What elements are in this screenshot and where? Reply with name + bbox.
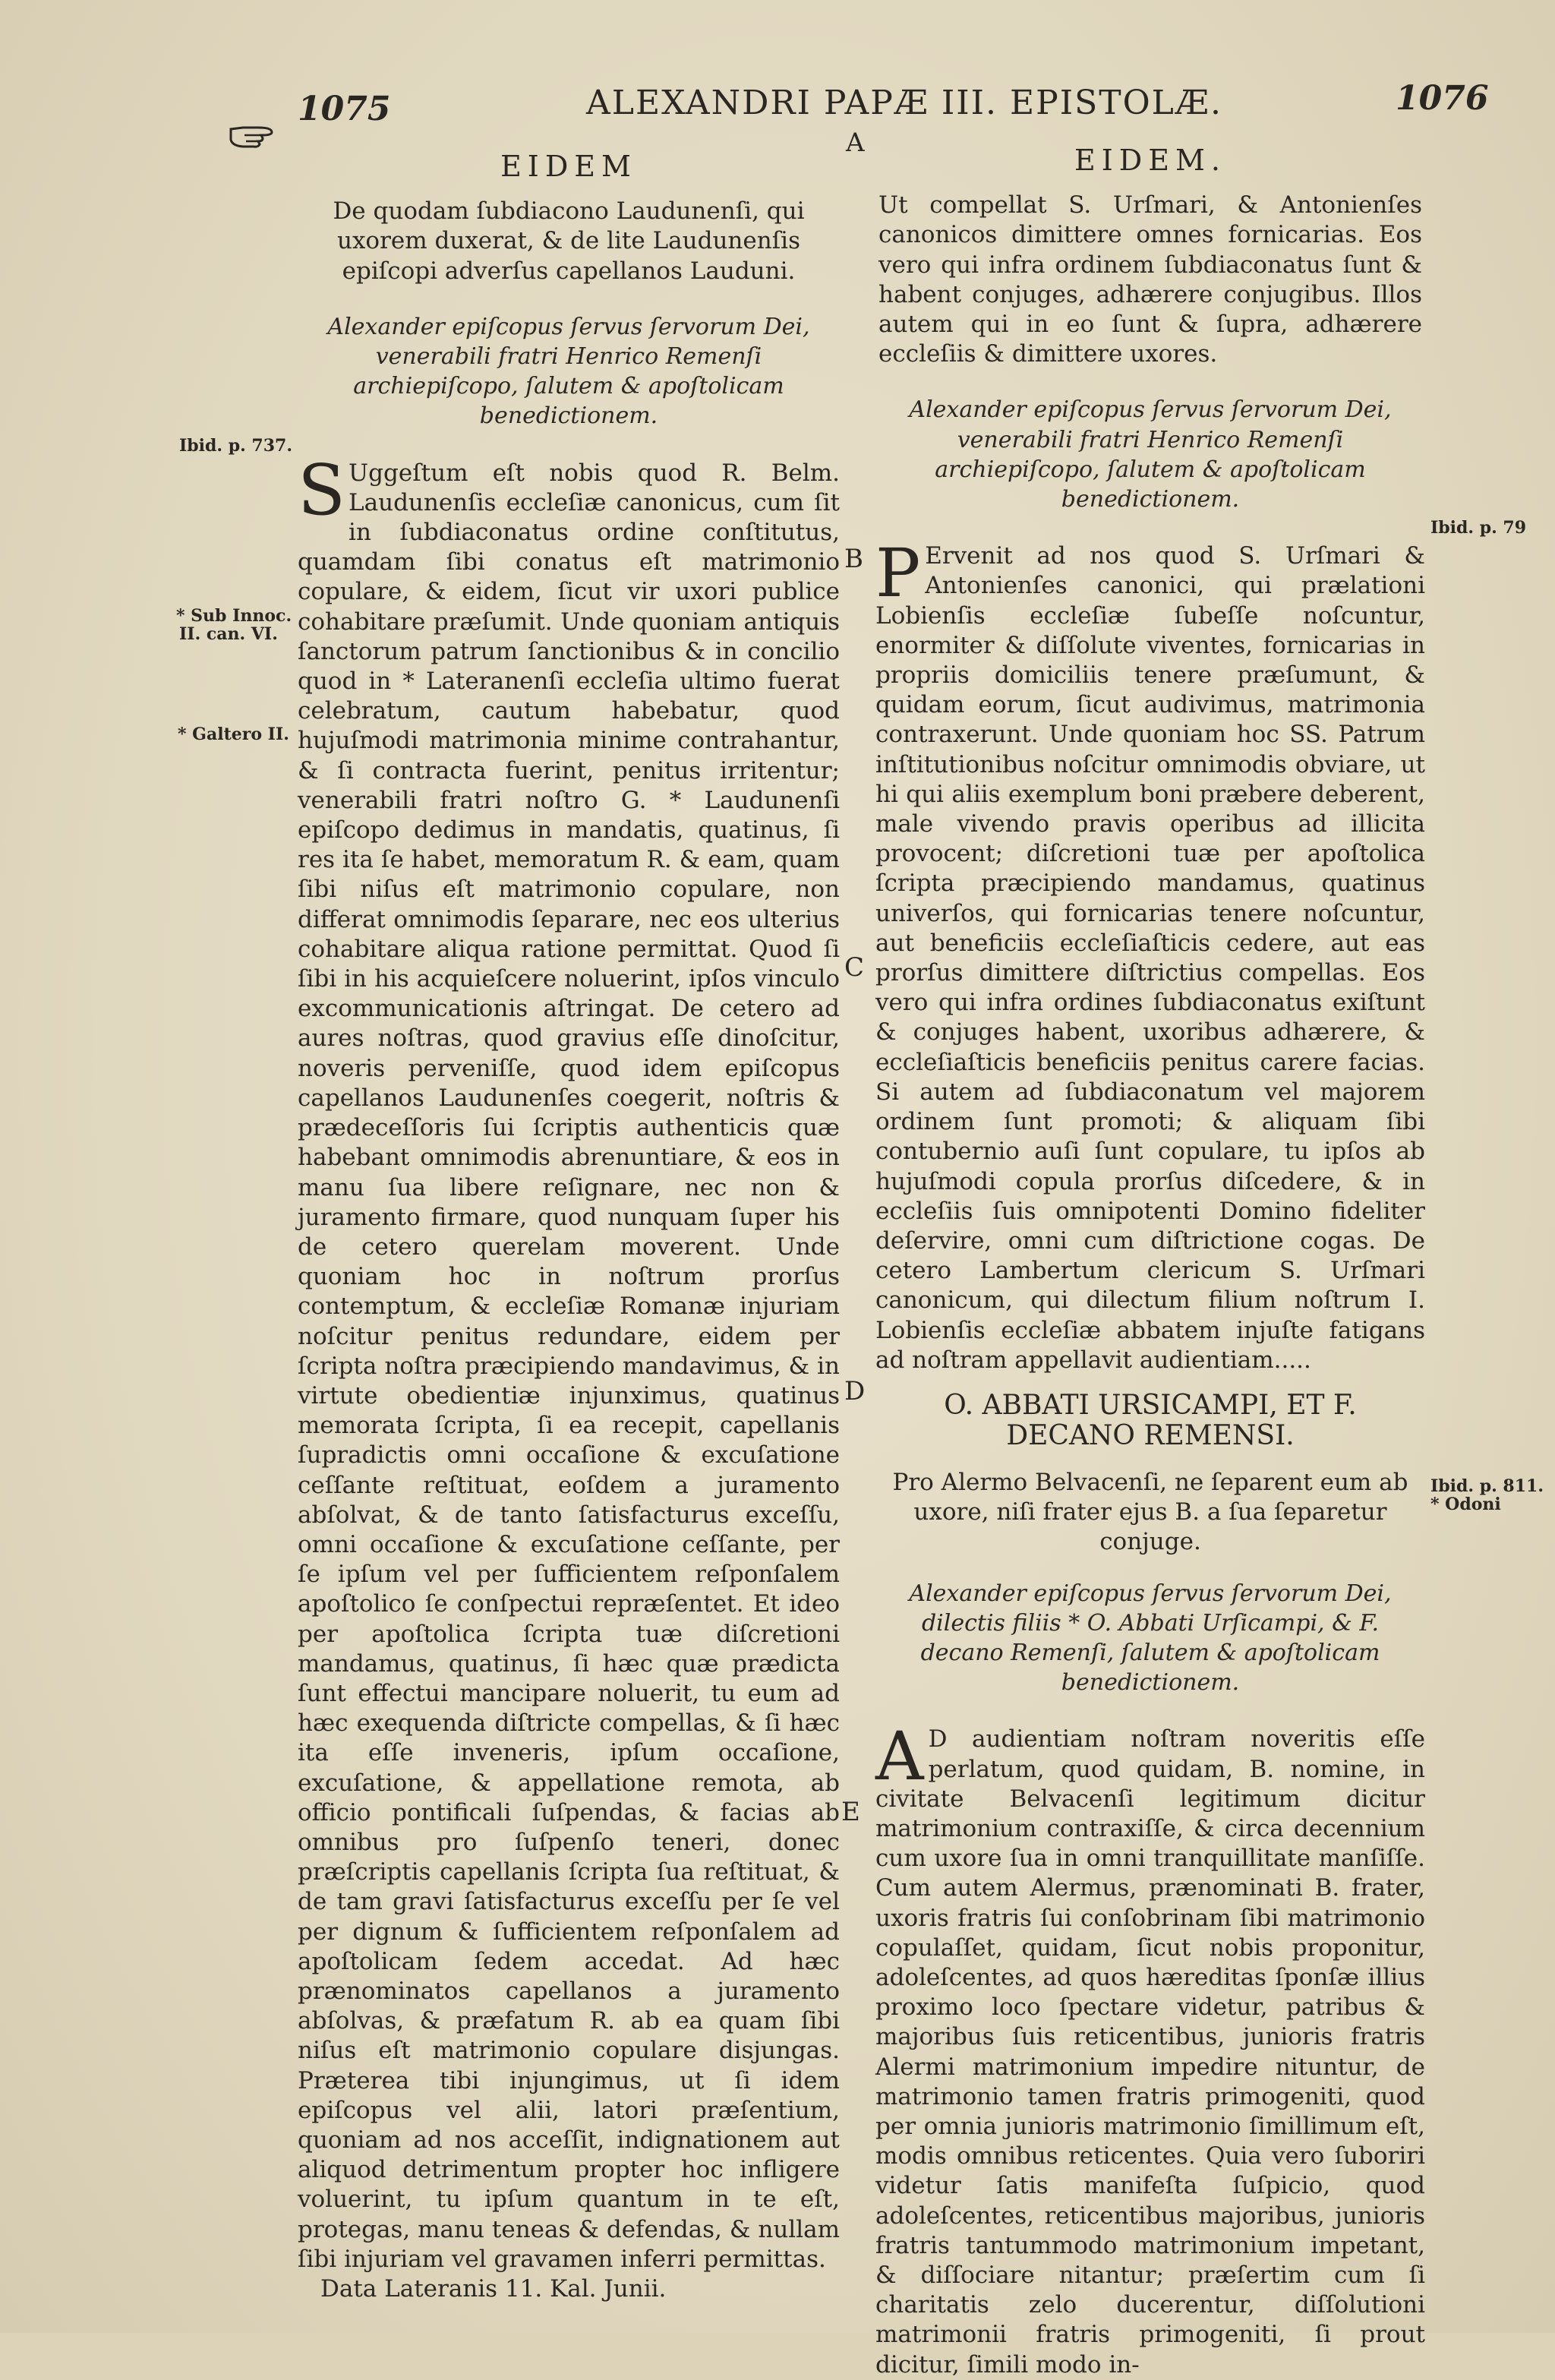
section-body-alermo — [875, 1717, 1425, 2379]
margin-note-galtero: * Galtero II. — [178, 724, 289, 744]
letter-body-right-text: Ervenit ad nos quod S. Urſmari & Antonienſes canonici, qui prælationi Lobienſis eccleſiæ ſubeſſe noſcuntur, enormiter & diſſolute viventes, fornicarias in propriis domiciliis tenere præſumunt, & quidam eorum, ſicut audivimus, matrimonia contraxerunt. Unde quoniam hoc SS. Patrum inſtitutionibus noſcitur omnimodis obviare, ut hi qui aliis exemplum boni præbere deberent, male vivendo pravis operibus ad illicita provocent; diſcretioni tuæ per apoſtolica ſcripta præcipiendo mandamus, quatinus univerſos, qui fornicarias tenere noſcuntur, aut beneficiis eccleſiaſticis cedere, aut eas prorſus dimittere diſtrictius compellas. Eos vero qui infra ordines ſubdiaconatus exiſtunt & conjuges habent, uxoribus adhærere, & eccleſiaſticis beneficiis penitus carere facias. Si autem ad ſubdiaconatum vel majorem ordinem ſunt promoti; & aliquam ſibi contubernio auſi ſunt copulare, tu ipſos ab hujuſmodi copula prorſus diſcedere, & in eccleſiis ſuis omnipotenti Domino fideliter deſervire, omni cum diſtrictione cogas. De cetero Lambertum clericum S. Urſmari canonicum, qui dilectum filium noſtrum I. Lobienſis eccleſiæ abbatem injuſte fatigans ad noſtram appellavit audientiam..... — [875, 542, 1425, 1374]
right-column — [875, 146, 1425, 2380]
section-marker-d: D — [844, 1376, 866, 1406]
section-marker-b: B — [844, 544, 863, 574]
letter-rubric-left: De quodam ſubdiacono Laudunenſi, qui uxorem duxerat, & de lite Laudunenſis epiſcopi adverſus capellanos Lauduni. — [333, 197, 805, 285]
drop-cap-a: A — [875, 1717, 924, 1796]
section-rubric-alermo: Pro Alermo Belvacenſi, ne ſeparent eum ab uxore, niſi frater ejus B. a ſua ſeparetur conjuge. — [892, 1468, 1408, 1556]
drop-cap-s: S — [298, 449, 346, 531]
page-number-left: 1075 — [298, 90, 391, 128]
running-title: ALEXANDRI PAPÆ III. EPISTOLÆ. — [586, 84, 1222, 122]
margin-note-sub-innoc: * Sub Innoc. — [176, 606, 292, 626]
margin-note-odoni: * Odoni — [1430, 1495, 1501, 1514]
letter-body-right — [875, 534, 1425, 1375]
section-marker-e: E — [841, 1797, 860, 1827]
margin-note-canon: II. can. VI. — [179, 624, 278, 644]
letter-salutation-left: Alexander epiſcopus ſervus ſervorum Dei, venerabili fratri Henrico Remenſi archiepiſcopo, ſalutem & apoſtolicam benedictionem. — [327, 313, 810, 430]
margin-note-ibid-79: Ibid. p. 79 — [1430, 518, 1527, 538]
letter-heading-right: EIDEM. — [1074, 144, 1226, 177]
letter-date-left: Data Lateranis 11. Kal. Junii. — [320, 2275, 667, 2303]
letter-heading-left: EIDEM — [500, 150, 637, 183]
letter-body-left — [298, 449, 840, 2274]
drop-cap-p: P — [875, 534, 921, 613]
section-salutation-ursicampi: Alexander epiſcopus ſervus ſervorum Dei, dilectis filiis * O. Abbati Urſicampi, & F. decano Remenſi, ſalutem & apoſtolicam benedictionem. — [909, 1580, 1392, 1697]
letter-body-left-text: Uggeſtum eſt nobis quod R. Belm. Laudunenſis eccleſiæ canonicus, cum ſit in ſubdiaconatus ordine conſtitutus, quamdam ſibi conatus eſt matrimonio copulare, & eidem, ſicut vir uxori publice cohabitare præſumit. Unde quoniam antiquis ſanctorum patrum ſanctionibus & in concilio quod in * Lateranenſi eccleſia ultimo fuerat celebratum, cautum habebatur, quod hujuſmodi matrimonia minime contrahantur, & ſi contracta fuerint, penitus irritentur; venerabili fratri noſtro G. * Laudunenſi epiſcopo dedimus in mandatis, quatinus, ſi res ita ſe habet, memoratum R. & eam, quam ſibi niſus eſt matrimonio copulare, non differat omnimodis ſeparare, nec eos ulterius cohabitare aliqua ratione permittat. Quod ſi ſibi in his acquieſcere noluerint, ipſos vinculo excommunicationis aſtringat. De cetero ad aures noſtras, quod gravius eſſe dinoſcitur, noveris perveniſſe, quod idem epiſcopus capellanos Laudunenſes coegerit, noſtris & prædeceſſoris ſui ſcriptis authenticis quæ habebant omnimodis abrenuntiare, & eos in manu ſua libere reſignare, nec non & juramento firmare, quod nunquam ſuper his de cetero querelam moverent. Unde quoniam hoc in noſtrum prorſus contemptum, & eccleſiæ Romanæ injuriam noſcitur penitus redundare, eidem per ſcripta noſtra præcipiendo mandavimus, & in virtute obedientiæ injunximus, quatinus memorata ſcripta, ſi ea recepit, capellanis ſupradictis omni occaſione & excuſatione ceſſante reſtituat, eoſdem a juramento abſolvat, & de tanto ſatisfacturus exceſſu, omni occaſione & excuſatione ceſſante, per ſe ipſum vel per ſufficientem reſponſalem apoſtolico ſe conſpectui repræſentet. Et ideo per apoſtolica ſcripta tuæ diſcretioni mandamus, quatinus, ſi hæc quæ prædicta ſunt effectui mancipare noluerit, tu eum ad hæc exequenda diſtricte compellas, & ſi hæc ita eſſe inveneris, ipſum occaſione, excuſatione, & appellatione remota, ab officio pontificali ſuſpendas, & facias ab omnibus pro ſuſpenſo teneri, donec præſcriptis capellanis ſcripta ſua reſtituat, & de tam gravi ſatisfacturus exceſſu per ſe vel per dignum & ſufficientem reſponſalem ad apoſtolicam ſedem accedat. Ad hæc prænominatos capellanos a juramento abſolvas, & præfatum R. ab ea quam ſibi niſus eſt matrimonio copulare disjungas. Præterea tibi injungimus, ut ſi idem epiſcopus vel alii, latori præſentium, quoniam ad nos acceſſit, indignationem aut aliquod detrimentum propter hoc infligere voluerint, tu ipſum quantum in te eſt, protegas, manu teneas & defendas, & nullam ſibi injuriam vel gravamen inferri permittas. — [298, 459, 840, 2273]
pointing-hand-icon — [228, 122, 275, 150]
margin-note-ibid-811: Ibid. p. 811. — [1430, 1476, 1544, 1496]
section-marker-a: A — [846, 128, 865, 158]
page-number-right: 1076 — [1396, 79, 1489, 118]
left-column — [298, 152, 840, 2304]
section-marker-c: C — [844, 952, 865, 983]
section-body-alermo-text: D audientiam noſtram noveritis eſſe perlatum, quod quidam, B. nomine, in civitate Belvacenſi legitimum dicitur matrimonium contraxiſſe, & circa decennium cum uxore ſua in omni tranquillitate manſiſſe. Cum autem Alermus, prænominati B. frater, uxoris fratris ſui conſobrinam ſibi matrimonio copulaſſet, quidam, ſicut nobis proponitur, adoleſcentes, ad quos hæreditas ſponſæ illius proximo loco ſpectare videtur, patribus & majoribus ſuis reticentibus, junioris fratris Alermi matrimonium impedire nituntur, de matrimonio tamen fratris primogeniti, quod per omnia junioris matrimonio ſimillimum eſt, modis omnibus reticentes. Quia vero ſuboriri videtur ſatis manifeſta ſuſpicio, quod adoleſcentes, reticentibus majoribus, junioris fratris tantummodo matrimonium impetant, & diſſociare nitantur; præſertim cum ſi charitatis zelo ducerentur, diſſolutioni matrimonii fratris primogeniti, ſi prout dicitur, ſimili modo in- — [875, 1725, 1425, 2378]
margin-note-ibid-737: Ibid. p. 737. — [179, 436, 293, 456]
section-title-ursicampi: O. ABBATI URSICAMPI, ET F. DECANO REMENSI. — [944, 1389, 1357, 1451]
letter-salutation-right: Alexander epiſcopus ſervus ſervorum Dei, venerabili fratri Henrico Remenſi archiepiſcopo, ſalutem & apoſtolicam benedictionem. — [909, 396, 1392, 513]
letter-rubric-right: Ut compellat S. Urſmari, & Antonienſes canonicos dimittere omnes fornicarias. Eos vero qui infra ordinem ſubdiaconatus ſunt & habent conjuges, adhærere conjugibus. Illos autem qui in eo ſunt & ſupra, adhærere eccleſiis & dimittere uxores. — [878, 191, 1422, 368]
